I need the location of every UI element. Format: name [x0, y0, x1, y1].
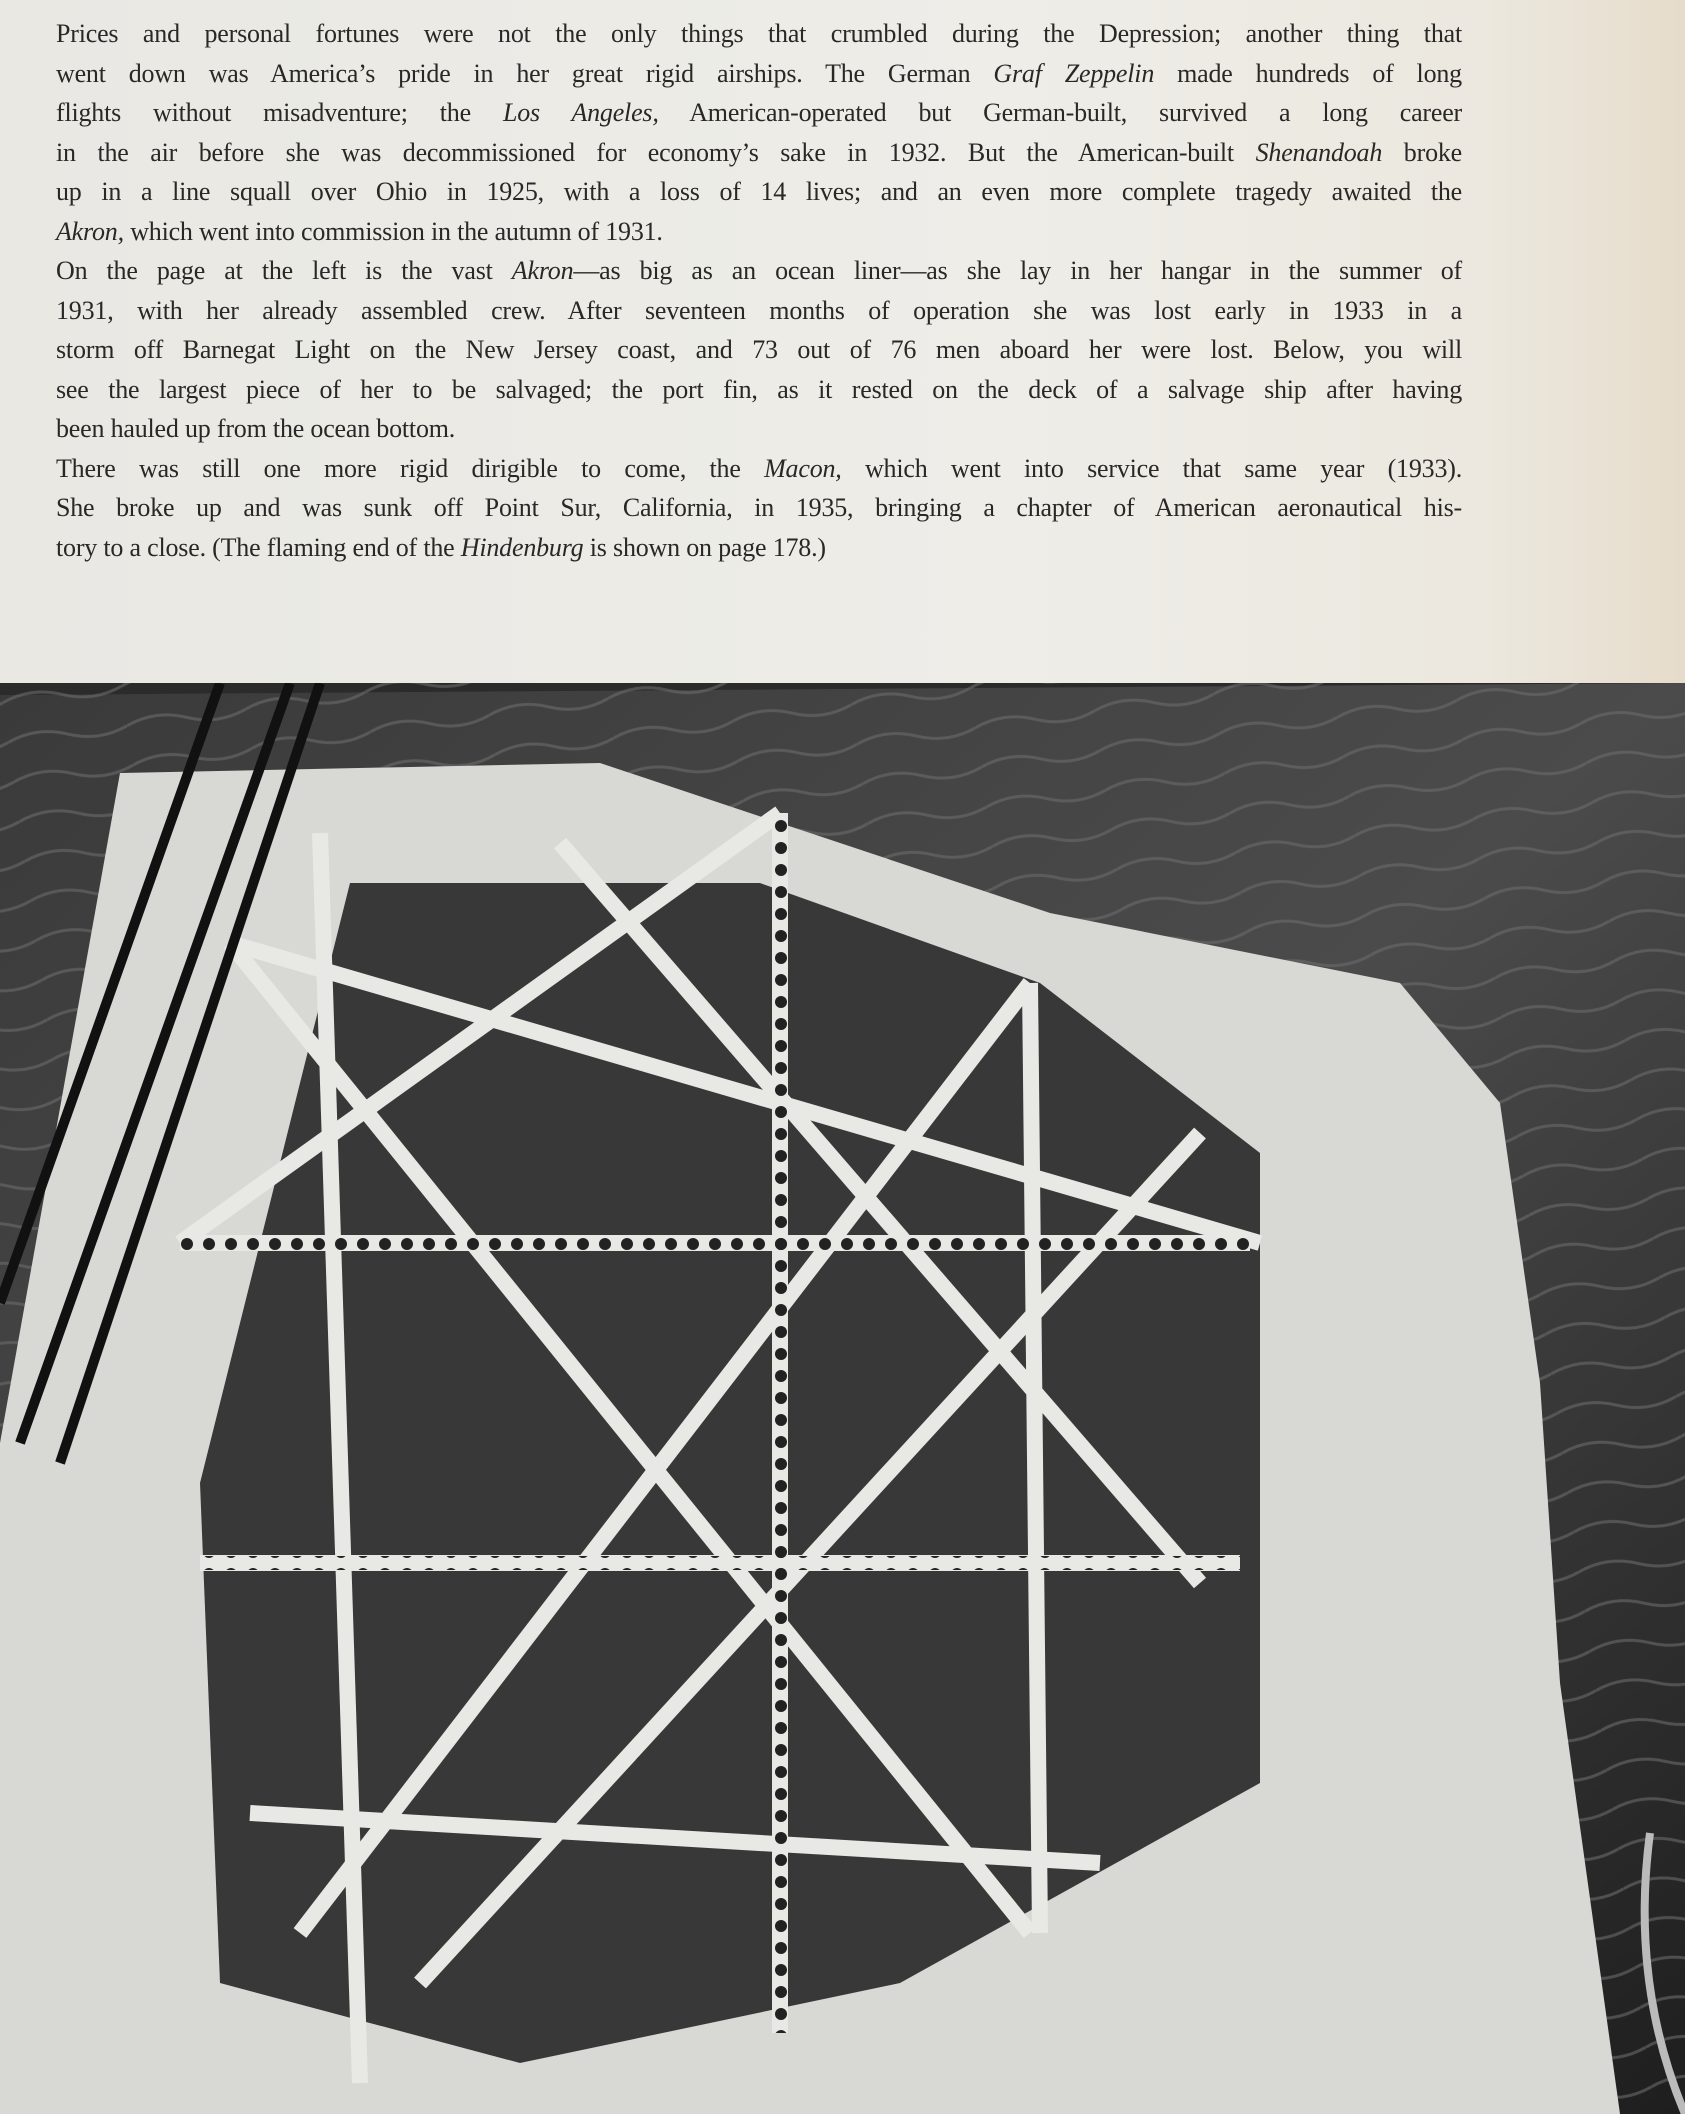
paragraph — [56, 14, 1462, 251]
text-run: —as big as an ocean liner—as she lay in her hangar in the summer of — [573, 256, 1462, 285]
photo-akron-port-fin-wreckage — [0, 683, 1685, 2114]
text-run: broke — [1382, 137, 1463, 167]
text-run: There was still one more rigid dirigible to come, the — [56, 453, 765, 483]
text-line — [56, 330, 1462, 370]
text-run: 1931, with her already assembled crew. After seventeen months of operation she was lost early in 1933 in a — [56, 295, 1462, 325]
italic-title: Hindenburg — [460, 532, 584, 562]
text-run: went down was America’s pride in her great rigid airships. The German — [56, 58, 994, 88]
italic-title: Macon, — [764, 453, 842, 483]
text-run: which went into commission in the autumn of 1931. — [123, 216, 663, 246]
text-run: Prices and personal fortunes were not the only things that crumbled during the Depression; another thing that — [56, 19, 1462, 48]
paragraph — [56, 251, 1462, 449]
italic-title: Shenandoah — [1255, 137, 1383, 167]
text-run: been hauled up from the ocean bottom. — [56, 414, 456, 443]
italic-title: Los Angeles, — [502, 98, 659, 127]
text-line — [56, 291, 1462, 331]
text-line — [56, 488, 1462, 528]
text-run: storm off Barnegat Light on the New Jersey coast, and 73 out of 76 men aboard her were lost. Below, you will — [56, 335, 1462, 364]
text-line — [56, 409, 1462, 449]
text-run: flights without misadventure; the — [56, 98, 503, 127]
text-run: tory to a close. (The flaming end of the — [56, 532, 461, 562]
wreckage-photo-illustration — [0, 683, 1685, 2114]
article-text — [56, 14, 1462, 567]
text-line — [56, 14, 1462, 54]
italic-title: Akron — [511, 256, 574, 285]
text-line — [56, 251, 1462, 291]
text-line — [56, 212, 1462, 252]
text-run: which went into service that same year (1933). — [841, 453, 1462, 483]
paragraph — [56, 449, 1462, 568]
text-line — [56, 172, 1462, 212]
text-run: American-operated but German-built, survived a long career — [658, 98, 1463, 127]
italic-title: Akron, — [56, 216, 124, 246]
text-run: see the largest piece of her to be salvaged; the port fin, as it rested on the deck of a salvage ship after having — [56, 374, 1462, 404]
text-line — [56, 93, 1462, 133]
text-run: On the page at the left is the vast — [56, 256, 512, 285]
text-run: made hundreds of long — [1154, 58, 1462, 88]
text-run: up in a line squall over Ohio in 1925, with a loss of 14 lives; and an even more complete tragedy awaited the — [56, 177, 1462, 206]
text-line — [56, 449, 1462, 489]
text-run: in the air before she was decommissioned for economy’s sake in 1932. But the American-built — [56, 137, 1256, 167]
text-line — [56, 370, 1462, 410]
text-line — [56, 528, 1462, 568]
text-run: She broke up and was sunk off Point Sur, California, in 1935, bringing a chapter of American aeronautical his- — [56, 493, 1462, 522]
text-line — [56, 54, 1462, 94]
text-line — [56, 133, 1462, 173]
text-run: is shown on page 178.) — [583, 532, 826, 562]
italic-title: Graf Zeppelin — [993, 58, 1155, 88]
